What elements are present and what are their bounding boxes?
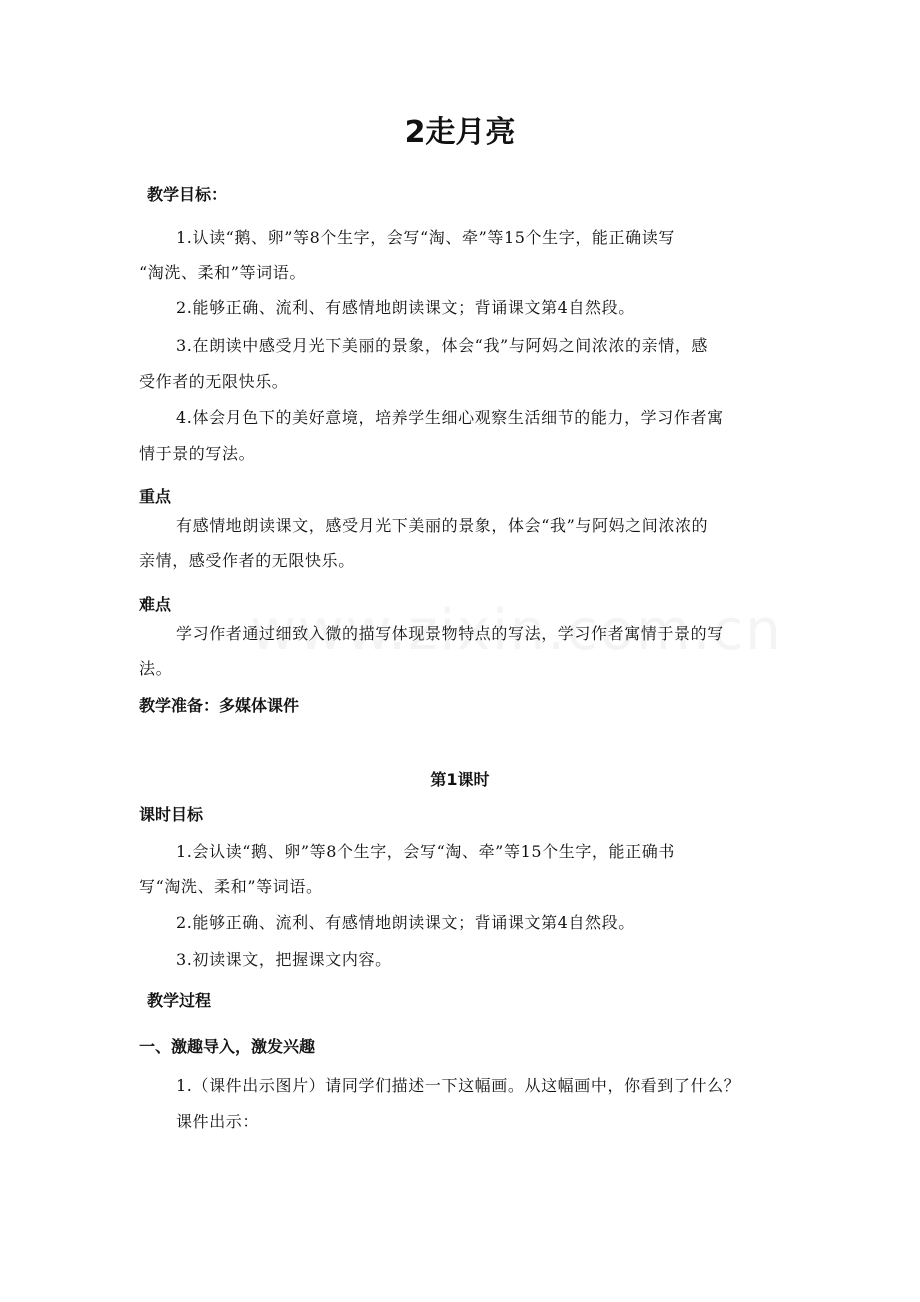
section-1-heading: 一、激趣导入，激发兴趣 — [139, 1037, 316, 1056]
goal-4-line-2: 情于景的写法。 — [139, 444, 256, 463]
key-point-line-1: 有感情地朗读课文，感受月光下美丽的景象，体会“我”与阿妈之间浓浓的 — [176, 516, 709, 535]
goal-2: 2.能够正确、流利、有感情地朗读课文；背诵课文第4自然段。 — [176, 298, 635, 317]
goals-heading: 教学目标： — [147, 185, 228, 204]
goal-1-line-1: 1.认读“鹅、卵”等8个生字，会写“淘、牵”等15个生字，能正确读写 — [176, 228, 675, 247]
lesson-goals-heading: 课时目标 — [139, 805, 204, 824]
goal-1-line-2: “淘洗、柔和”等词语。 — [139, 263, 306, 282]
section-1-line-1: 1.（课件出示图片）请同学们描述一下这幅画。从这幅画中，你看到了什么？ — [176, 1076, 741, 1095]
lesson-title: 第1课时 — [430, 770, 490, 789]
lesson-goal-1-line-1: 1.会认读“鹅、卵”等8个生字，会写“淘、牵”等15个生字，能正确书 — [176, 842, 675, 861]
section-1-line-2: 课件出示： — [176, 1112, 260, 1131]
goal-4-line-1: 4.体会月色下的美好意境，培养学生细心观察生活细节的能力，学习作者寓 — [176, 408, 724, 427]
difficulty-line-2: 法。 — [139, 659, 173, 678]
lesson-goal-3: 3.初读课文，把握课文内容。 — [176, 950, 392, 969]
difficulty-heading: 难点 — [139, 595, 172, 614]
goal-3-line-2: 受作者的无限快乐。 — [139, 372, 289, 391]
difficulty-line-1: 学习作者通过细致入微的描写体现景物特点的写法，学习作者寓情于景的写 — [176, 624, 724, 643]
document-title: 2走月亮 — [404, 115, 516, 150]
process-heading: 教学过程 — [147, 991, 212, 1010]
goal-3-line-1: 3.在朗读中感受月光下美丽的景象，体会“我”与阿妈之间浓浓的亲情，感 — [176, 336, 709, 355]
key-point-heading: 重点 — [139, 487, 172, 506]
key-point-line-2: 亲情，感受作者的无限快乐。 — [139, 551, 355, 570]
lesson-goal-1-line-2: 写“淘洗、柔和”等词语。 — [139, 877, 323, 896]
lesson-goal-2: 2.能够正确、流利、有感情地朗读课文；背诵课文第4自然段。 — [176, 913, 635, 932]
preparation: 教学准备：多媒体课件 — [139, 696, 300, 715]
